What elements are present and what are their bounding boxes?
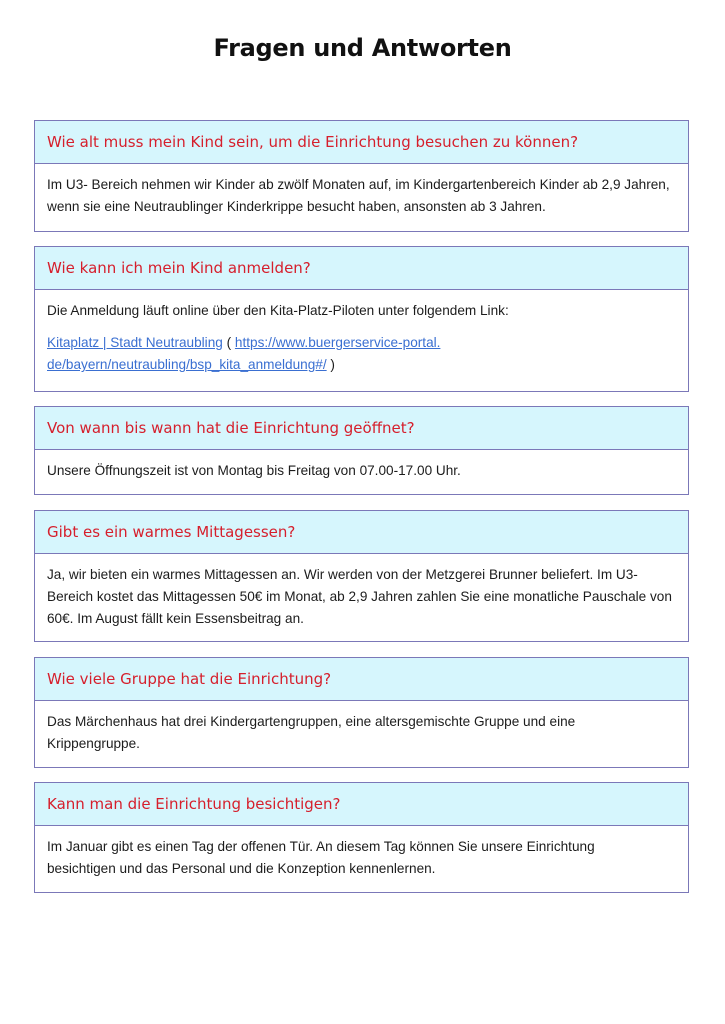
faq-item-opening-hours	[34, 406, 689, 495]
faq-question: Wie kann ich mein Kind anmelden?	[35, 247, 688, 290]
faq-item-groups	[34, 657, 689, 768]
faq-answer-text: Die Anmeldung läuft online über den Kita-Platz-Piloten unter folgendem Link:	[47, 303, 509, 318]
faq-answer-text: Unsere Öffnungszeit ist von Montag bis Freitag von 07.00-17.00 Uhr.	[47, 463, 461, 478]
faq-question: Kann man die Einrichtung besichtigen?	[35, 783, 688, 826]
faq-item-lunch	[34, 510, 689, 642]
faq-question: Wie alt muss mein Kind sein, um die Einrichtung besuchen zu können?	[35, 121, 688, 164]
paren-close: )	[326, 357, 335, 372]
faq-answer	[35, 826, 688, 880]
faq-answer-links	[47, 332, 447, 376]
faq-item-registration	[34, 246, 689, 392]
faq-answer-text: Im U3- Bereich nehmen wir Kinder ab zwölf Monaten auf, im Kindergartenbereich Kinder ab 2,9 Jahren, wenn sie eine Neutraublinger Kinderkrippe besucht haben, ansonsten ab 3 Jahren.	[47, 177, 670, 214]
faq-question: Von wann bis wann hat die Einrichtung geöffnet?	[35, 407, 688, 450]
faq-answer	[35, 290, 688, 376]
buergerservice-url-link[interactable]: https://www.buergerservice-portal.de/bayern/neutraubling/bsp_kita_anmeldung#/	[47, 335, 441, 372]
faq-answer	[35, 164, 688, 218]
kitaplatz-link[interactable]: Kitaplatz | Stadt Neutraubling	[47, 335, 223, 350]
faq-answer-text: Das Märchenhaus hat drei Kindergartengruppen, eine altersgemischte Gruppe und eine Krippengruppe.	[47, 714, 576, 751]
paren-open: (	[222, 335, 235, 350]
faq-answer	[35, 450, 688, 482]
page-title: Fragen und Antworten	[213, 34, 512, 62]
faq-question: Gibt es ein warmes Mittagessen?	[35, 511, 688, 554]
faq-answer-text: Ja, wir bieten ein warmes Mittagessen an. Wir werden von der Metzgerei Brunner beliefert. Im U3-Bereich kostet das Mittagessen 50€ im Monat, ab 2,9 Jahren zahlen Sie eine monatliche Pauschale von 60€. Im August fällt kein Essensbeitrag an.	[47, 567, 672, 626]
faq-item-age	[34, 120, 689, 232]
faq-answer-text: Im Januar gibt es einen Tag der offenen Tür. An diesem Tag können Sie unsere Einrichtung besichtigen und das Personal und die Konzeption kennenlernen.	[47, 839, 595, 876]
faq-answer	[35, 554, 688, 630]
faq-question: Wie viele Gruppe hat die Einrichtung?	[35, 658, 688, 701]
faq-answer	[35, 701, 688, 755]
faq-item-visit	[34, 782, 689, 893]
